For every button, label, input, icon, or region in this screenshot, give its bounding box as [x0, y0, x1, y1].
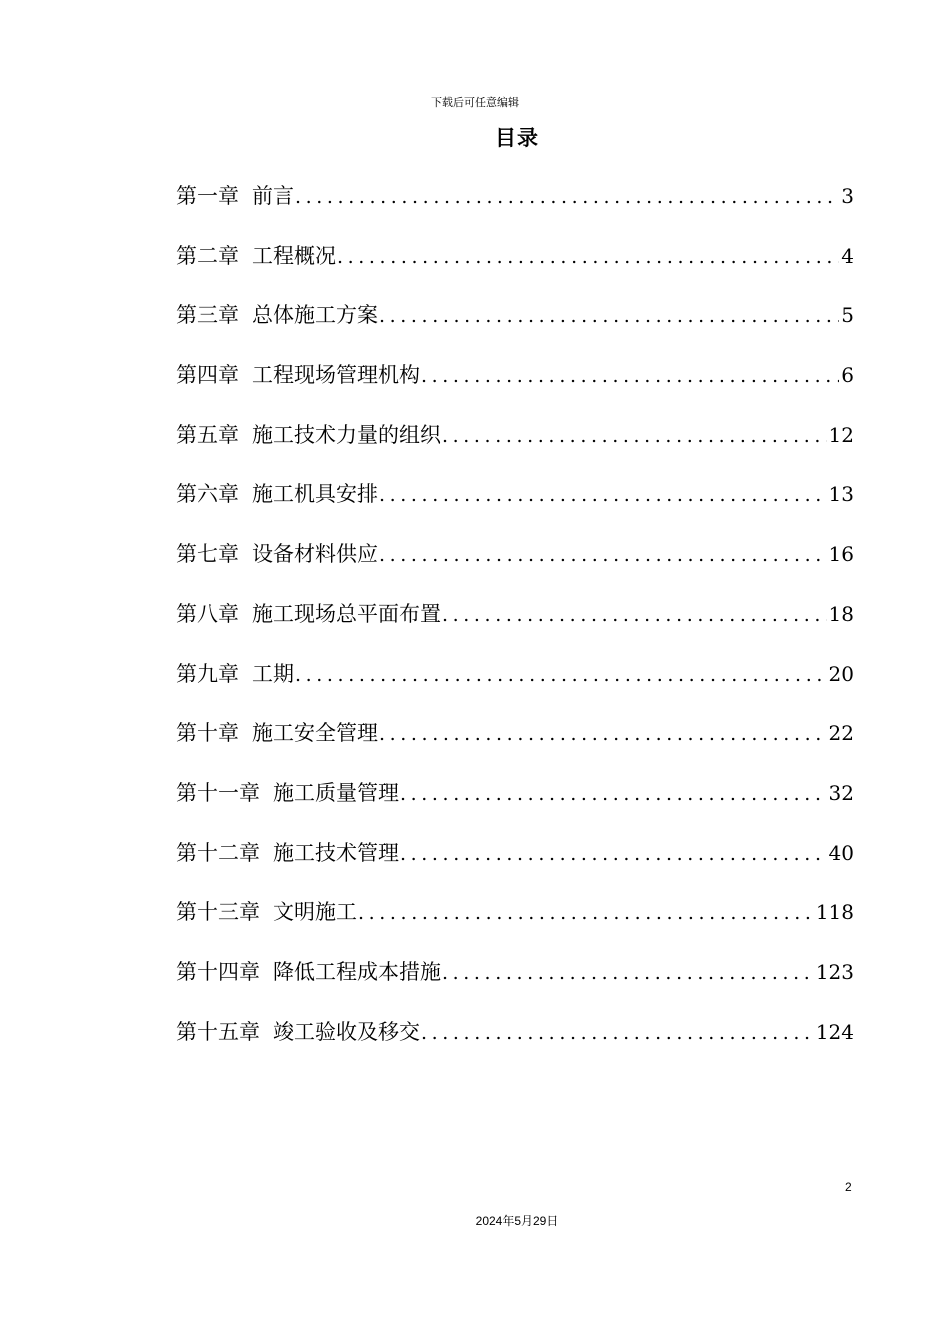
toc-chapter-number: 第一章: [176, 184, 239, 208]
toc-title: 目录: [495, 126, 539, 150]
toc-chapter-number: 第十一章: [176, 780, 260, 805]
toc-entry[interactable]: [176, 596, 854, 656]
toc-page-number: 3: [841, 184, 854, 208]
toc-page-number: 22: [828, 721, 854, 746]
toc-entry[interactable]: [176, 357, 854, 417]
toc-dot-leader: [294, 657, 827, 693]
toc-chapter-number: 第十四章: [176, 959, 260, 984]
toc-chapter-title: 前言: [252, 184, 294, 208]
toc-page-number: 124: [815, 1019, 854, 1044]
toc-dot-leader: [441, 955, 814, 991]
toc-dot-leader: [294, 179, 839, 215]
toc-entry[interactable]: [176, 656, 854, 716]
toc-dot-leader: [441, 418, 827, 454]
toc-chapter-number: 第七章: [176, 542, 239, 567]
toc-entry[interactable]: [176, 894, 854, 954]
toc-chapter-title: 施工机具安排: [252, 482, 378, 507]
toc-dot-leader: [420, 358, 839, 394]
toc-entry[interactable]: [176, 536, 854, 596]
toc-chapter-title: 施工安全管理: [252, 721, 378, 746]
toc-dot-leader: [441, 597, 827, 633]
toc-chapter-number: 第八章: [176, 601, 239, 626]
header-note: 下载后可任意编辑: [431, 96, 519, 109]
toc-dot-leader: [378, 537, 827, 573]
toc-dot-leader: [378, 298, 839, 334]
toc-chapter-title: 工期: [252, 661, 294, 686]
toc-chapter-number: 第三章: [176, 303, 239, 328]
toc-entry[interactable]: [176, 238, 854, 298]
toc-chapter-number: 第二章: [176, 243, 239, 268]
toc-chapter-number: 第五章: [176, 422, 239, 447]
toc-page-number: 118: [815, 900, 854, 925]
toc-page-number: 123: [815, 959, 854, 984]
toc-page-number: 20: [828, 661, 854, 686]
footer-date: 2024年5月29日: [475, 1214, 559, 1228]
toc-chapter-title: 施工现场总平面布置: [252, 601, 441, 626]
toc-entry[interactable]: [176, 297, 854, 357]
toc-chapter-title: 施工技术力量的组织: [252, 422, 441, 447]
toc-chapter-number: 第四章: [176, 363, 239, 388]
toc-chapter-title: 设备材料供应: [252, 542, 378, 567]
page-number: 2: [845, 1180, 852, 1194]
toc-entry[interactable]: [176, 476, 854, 536]
toc-entry[interactable]: [176, 835, 854, 895]
toc-entry[interactable]: [176, 954, 854, 1014]
toc-chapter-title: 施工质量管理: [273, 780, 399, 805]
toc-entry[interactable]: [176, 178, 854, 238]
toc-chapter-title: 施工技术管理: [273, 840, 399, 865]
toc-chapter-title: 竣工验收及移交: [273, 1019, 420, 1044]
table-of-contents: [176, 178, 854, 1073]
toc-chapter-title: 工程概况: [252, 243, 336, 268]
toc-chapter-number: 第十章: [176, 721, 239, 746]
toc-chapter-number: 第十二章: [176, 840, 260, 865]
toc-chapter-number: 第十三章: [176, 900, 260, 925]
toc-dot-leader: [378, 477, 827, 513]
toc-page-number: 12: [828, 422, 854, 447]
toc-dot-leader: [399, 776, 827, 812]
toc-chapter-number: 第十五章: [176, 1019, 260, 1044]
toc-chapter-number: 第六章: [176, 482, 239, 507]
toc-chapter-title: 总体施工方案: [252, 303, 378, 328]
toc-page-number: 40: [828, 840, 854, 865]
toc-chapter-title: 降低工程成本措施: [273, 959, 441, 984]
toc-chapter-title: 文明施工: [273, 900, 357, 925]
toc-dot-leader: [420, 1015, 814, 1051]
toc-dot-leader: [336, 239, 839, 275]
toc-entry[interactable]: [176, 775, 854, 835]
toc-page-number: 32: [828, 780, 854, 805]
toc-page-number: 18: [828, 601, 854, 626]
toc-entry[interactable]: [176, 715, 854, 775]
toc-dot-leader: [399, 836, 827, 872]
toc-page-number: 16: [828, 542, 854, 567]
toc-entry[interactable]: [176, 417, 854, 477]
toc-page-number: 5: [841, 303, 854, 328]
toc-page-number: 13: [828, 482, 854, 507]
toc-chapter-title: 工程现场管理机构: [252, 363, 420, 388]
toc-chapter-number: 第九章: [176, 661, 239, 686]
toc-dot-leader: [378, 716, 827, 752]
toc-page-number: 4: [841, 243, 854, 268]
toc-entry[interactable]: [176, 1014, 854, 1074]
toc-dot-leader: [357, 895, 814, 931]
toc-page-number: 6: [841, 363, 854, 388]
